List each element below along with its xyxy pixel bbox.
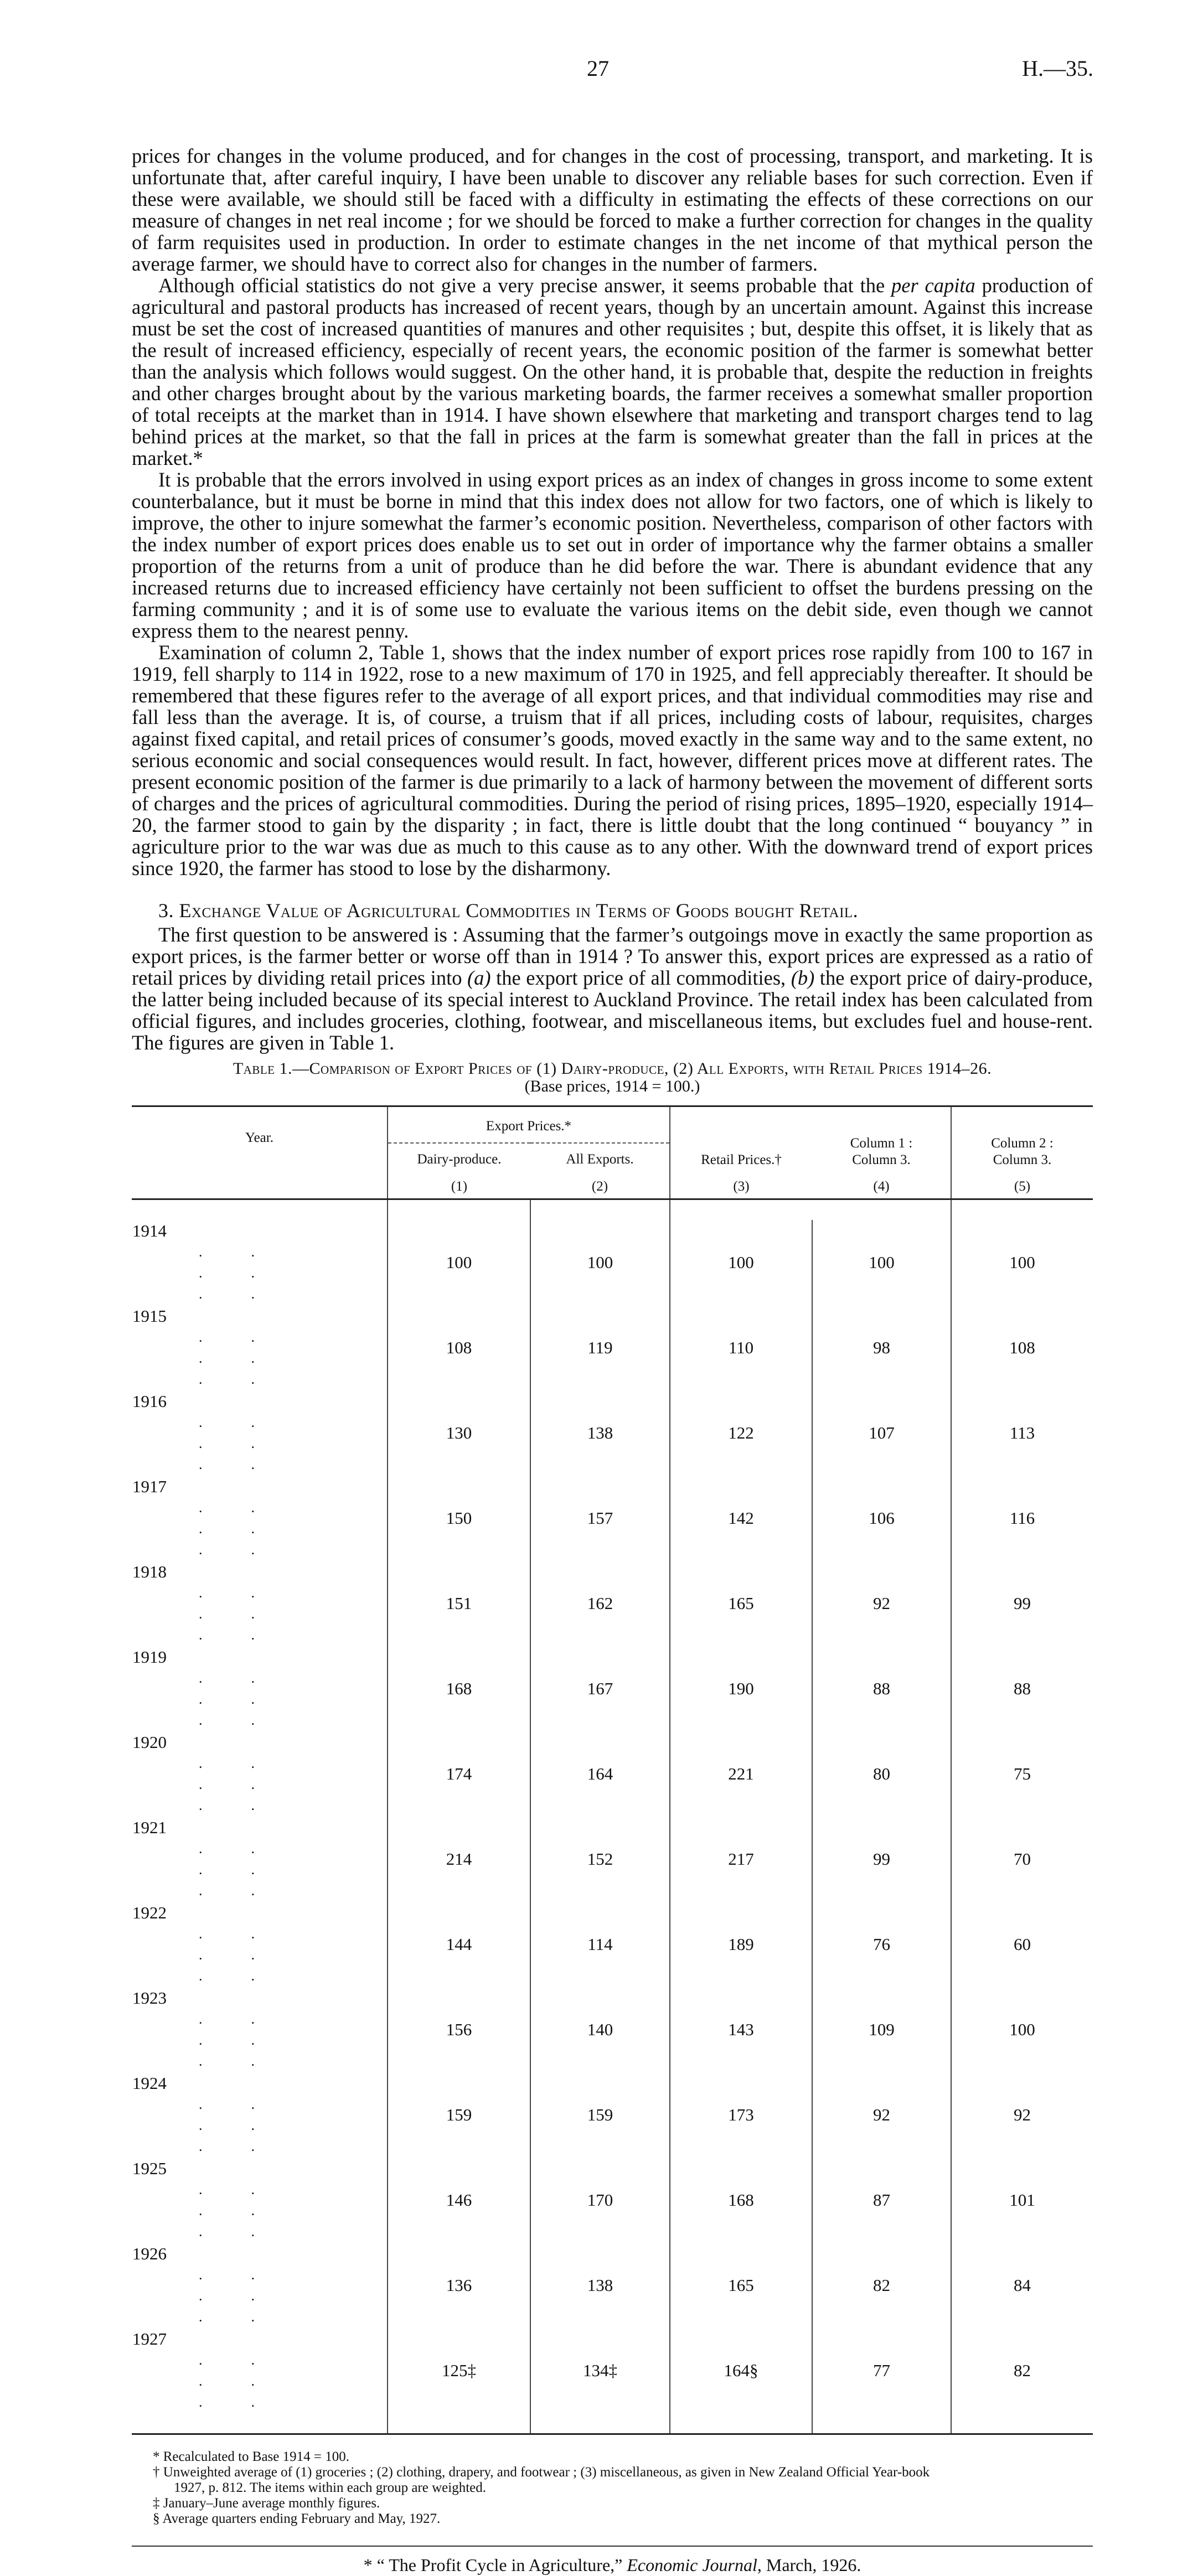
value-cell: 114 <box>530 1902 670 1987</box>
year-value: 1924 <box>132 2073 167 2093</box>
paragraph <box>132 145 1093 275</box>
column-group-export-prices: Export Prices.* <box>388 1107 670 1143</box>
value-cell: 157 <box>530 1476 670 1561</box>
year-value: 1920 <box>132 1732 167 1752</box>
document-reference: H.—35. <box>1022 56 1093 81</box>
text-run: the export price of dairy-produce, the latter being included because of its special interest to Auckland Province. The retail index has been calculated from official figures, and includes groceries, clothing, footwear, and miscellaneous items, but excludes fuel and house-rent. The figures are given in Table 1. <box>132 966 1093 1054</box>
table-row <box>132 1305 1093 1390</box>
value-cell: 174 <box>388 1731 530 1817</box>
dot-leader: .. .. .. <box>199 1244 303 1302</box>
dot-leader: .. .. .. <box>199 2267 303 2325</box>
year-value: 1927 <box>132 2329 167 2349</box>
year-value: 1926 <box>132 2244 167 2263</box>
value-cell: 165 <box>670 1561 812 1646</box>
value-cell: 87 <box>812 2158 951 2243</box>
year-value: 1915 <box>132 1306 167 1326</box>
value-cell: 106 <box>812 1476 951 1561</box>
value-cell: 100 <box>388 1220 530 1305</box>
paragraphs-section-3 <box>132 924 1093 1053</box>
year-cell <box>132 1902 388 1987</box>
value-cell: 92 <box>951 2072 1093 2158</box>
document-body <box>132 145 1093 2576</box>
value-cell: 75 <box>951 1731 1093 1817</box>
value-cell: 109 <box>812 1987 951 2072</box>
paragraph <box>132 275 1093 469</box>
value-cell: 116 <box>951 1476 1093 1561</box>
table-body <box>132 1220 1093 2413</box>
column-header-col4: Column 1 : Column 3. <box>850 1136 913 1167</box>
table-row <box>132 1731 1093 1817</box>
value-cell: 99 <box>812 1817 951 1902</box>
value-cell: 221 <box>670 1731 812 1817</box>
value-cell: 150 <box>388 1476 530 1561</box>
year-value: 1923 <box>132 1988 167 2008</box>
text-run: * “ The Profit Cycle in Agriculture,” <box>363 2555 627 2575</box>
dot-leader: .. .. .. <box>199 1755 303 1813</box>
italic-text: per capita <box>891 274 975 297</box>
dot-leader: .. .. .. <box>199 1414 303 1472</box>
footnote-divider <box>132 2546 1093 2547</box>
value-cell: 125‡ <box>388 2328 530 2413</box>
table-note: * Recalculated to Base 1914 = 100. <box>153 2449 349 2464</box>
paragraph <box>132 924 1093 1053</box>
table-row <box>132 1646 1093 1731</box>
table-note: ‡ January–June average monthly figures. <box>153 2496 380 2511</box>
page-header <box>0 55 1203 89</box>
dot-leader: .. .. .. <box>199 1329 303 1387</box>
year-cell <box>132 2243 388 2328</box>
value-cell: 70 <box>951 1817 1093 1902</box>
table-note: † Unweighted average of (1) groceries ; (2) clothing, drapery, and footwear ; (3) miscellaneous, as given in New Zealand Official Year-book <box>153 2465 930 2480</box>
year-value: 1922 <box>132 1903 167 1922</box>
dot-leader: .. .. .. <box>199 1585 303 1643</box>
value-cell: 167 <box>530 1646 670 1731</box>
value-cell: 164 <box>530 1731 670 1817</box>
year-cell <box>132 1987 388 2072</box>
value-cell: 80 <box>812 1731 951 1817</box>
value-cell: 168 <box>388 1646 530 1731</box>
value-cell: 138 <box>530 1390 670 1476</box>
dot-leader: .. .. .. <box>199 1670 303 1728</box>
value-cell: 108 <box>388 1305 530 1390</box>
paragraphs <box>132 145 1093 879</box>
column-header-dairy: Dairy-produce. <box>388 1143 530 1168</box>
value-cell: 136 <box>388 2243 530 2328</box>
table-row <box>132 1390 1093 1476</box>
value-cell: 159 <box>388 2072 530 2158</box>
dot-leader: .. .. .. <box>199 1499 303 1558</box>
year-value: 1917 <box>132 1477 167 1496</box>
value-cell: 217 <box>670 1817 812 1902</box>
value-cell: 168 <box>670 2158 812 2243</box>
text-run: The first question to be answered is : Assuming that the farmer’s outgoings move in exactly the same proportion as export prices, is the farmer better or worse off than in 1914 ? To answer this, export prices are expressed as a ratio of retail prices by dividing retail prices into <box>132 923 1093 989</box>
value-cell: 144 <box>388 1902 530 1987</box>
value-cell: 76 <box>812 1902 951 1987</box>
value-cell: 84 <box>951 2243 1093 2328</box>
value-cell: 162 <box>530 1561 670 1646</box>
table-row <box>132 2072 1093 2158</box>
value-cell: 98 <box>812 1305 951 1390</box>
column-number-4: (4) <box>873 1179 890 1194</box>
value-cell: 134‡ <box>530 2328 670 2413</box>
value-cell: 100 <box>951 1987 1093 2072</box>
year-cell <box>132 1646 388 1731</box>
year-value: 1914 <box>132 1221 167 1240</box>
text-run: Although official statistics do not give a very precise answer, it seems probable that the <box>158 274 892 297</box>
value-cell: 140 <box>530 1987 670 2072</box>
dot-leader: .. .. .. <box>199 2011 303 2069</box>
value-cell: 138 <box>530 2243 670 2328</box>
year-cell <box>132 2072 388 2158</box>
table-row <box>132 1902 1093 1987</box>
year-cell <box>132 1390 388 1476</box>
table-subcaption: (Base prices, 1914 = 100.) <box>524 1077 700 1095</box>
text-run: , March, 1926. <box>757 2555 861 2575</box>
table-row <box>132 1220 1093 1305</box>
column-number-3: (3) <box>670 1168 812 1199</box>
text-run: production of agricultural and pastoral products has increased of recent years, though by an uncertain amount. Against this increase must be set the cost of increased quantities of manures and other requisites ; but, despite this offset, it is likely that as the result of increased efficiency, especially of recent years, the economic position of the farmer is somewhat better than the analysis which follows would suggest. On the other hand, it is probable that, despite the reduction in freights and other charges brought about by the various marketing boards, the farmer receives a somewhat smaller proportion of total receipts at the market than in 1914. I have shown elsewhere that marketing and transport charges tend to lag behind prices at the market, so that the fall in prices at the farm is somewhat greater than the fall in prices at the market.* <box>132 274 1093 469</box>
dot-leader: .. .. .. <box>199 1926 303 1984</box>
value-cell: 214 <box>388 1817 530 1902</box>
value-cell: 165 <box>670 2243 812 2328</box>
value-cell: 122 <box>670 1390 812 1476</box>
page-number: 27 <box>587 56 609 81</box>
value-cell: 164§ <box>670 2328 812 2413</box>
year-cell <box>132 1476 388 1561</box>
value-cell: 143 <box>670 1987 812 2072</box>
column-header-all-exports: All Exports. <box>566 1152 634 1167</box>
footnote-citation <box>132 2554 1093 2576</box>
value-cell: 110 <box>670 1305 812 1390</box>
year-value: 1916 <box>132 1392 167 1411</box>
value-cell: 107 <box>812 1390 951 1476</box>
italic-text: (a) <box>467 966 491 989</box>
text-run: Examination of column 2, Table 1, shows that the index number of export prices rose rapidly from 100 to 167 in 1919, fell sharply to 114 in 1922, rose to a new maximum of 170 in 1925, and fell appreciably thereafter. It should be remembered that these figures refer to the average of all export prices, and that individual commodities may rise and fall less than the average. It is, of course, a truism that if all prices, including costs of labour, requisites, charges against fixed capital, and retail prices of consumer’s goods, moved exactly in the same way and to the same extent, no serious economic and social consequences would result. In fact, however, different prices move at different rates. The present economic position of the farmer is due primarily to a lack of harmony between the movement of different sorts of charges and the prices of agricultural commodities. During the period of rising prices, 1895–1920, especially 1914–20, the farmer stood to gain by the disparity ; in fact, there is little doubt that the long continued “ bouyancy ” in agriculture prior to the war was due as much to this cause as to any other. With the downward trend of export prices since 1920, the farmer has stood to lose by the disharmony. <box>132 641 1093 880</box>
year-cell <box>132 1220 388 1305</box>
year-cell <box>132 2328 388 2413</box>
table-note: § Average quarters ending February and May, 1927. <box>153 2511 441 2526</box>
table-row <box>132 2243 1093 2328</box>
table-row <box>132 1987 1093 2072</box>
column-header-col5: Column 2 : Column 3. <box>951 1107 1093 1168</box>
value-cell: 100 <box>530 1220 670 1305</box>
paragraph <box>132 642 1093 879</box>
column-header-retail: Retail Prices.† <box>670 1107 812 1168</box>
year-cell <box>132 1561 388 1646</box>
text-run: the export price of all commodities, <box>491 966 791 989</box>
value-cell: 146 <box>388 2158 530 2243</box>
table-export-retail-prices <box>132 1105 1093 2435</box>
value-cell: 113 <box>951 1390 1093 1476</box>
table-note: 1927, p. 812. The items within each group are weighted. <box>174 2480 486 2495</box>
column-number-2: (2) <box>591 1179 608 1194</box>
year-value: 1919 <box>132 1647 167 1667</box>
value-cell: 170 <box>530 2158 670 2243</box>
italic-text: Economic Journal <box>627 2555 757 2575</box>
value-cell: 101 <box>951 2158 1093 2243</box>
column-number-5: (5) <box>951 1168 1093 1199</box>
year-cell <box>132 1731 388 1817</box>
value-cell: 108 <box>951 1305 1093 1390</box>
year-cell <box>132 1305 388 1390</box>
text-run: prices for changes in the volume produced, and for changes in the cost of processing, transport, and marketing. It is unfortunate that, after careful inquiry, I have been unable to discover any reliable bases for such correction. Even if these were available, we should still be faced with a difficulty in estimating the effects of these corrections on our measure of changes in net real income ; for we should be forced to make a further correction for changes in the quality of farm requisites used in production. In order to estimate changes in the net income of that mythical person the average farmer, we should have to correct also for changes in the number of farmers. <box>132 144 1093 275</box>
value-cell: 88 <box>812 1646 951 1731</box>
value-cell: 173 <box>670 2072 812 2158</box>
year-value: 1925 <box>132 2159 167 2178</box>
value-cell: 60 <box>951 1902 1093 1987</box>
value-cell: 100 <box>670 1220 812 1305</box>
dot-leader: .. .. .. <box>199 2096 303 2154</box>
value-cell: 82 <box>812 2243 951 2328</box>
year-value: 1921 <box>132 1818 167 1837</box>
table-notes <box>132 2449 1093 2527</box>
value-cell: 151 <box>388 1561 530 1646</box>
value-cell: 156 <box>388 1987 530 2072</box>
dot-leader: .. .. .. <box>199 1840 303 1899</box>
value-cell: 152 <box>530 1817 670 1902</box>
section-heading: 3. Exchange Value of Agricultural Commodities in Terms of Goods bought Retail. <box>158 899 859 922</box>
value-cell: 119 <box>530 1305 670 1390</box>
value-cell: 159 <box>530 2072 670 2158</box>
dot-leader: .. .. .. <box>199 2352 303 2410</box>
table-row <box>132 2328 1093 2413</box>
value-cell: 77 <box>812 2328 951 2413</box>
dot-leader: .. .. .. <box>199 2181 303 2239</box>
table-row <box>132 1561 1093 1646</box>
year-value: 1918 <box>132 1562 167 1581</box>
value-cell: 82 <box>951 2328 1093 2413</box>
value-cell: 130 <box>388 1390 530 1476</box>
table-caption: Table 1.—Comparison of Export Prices of (1) Dairy-produce, (2) All Exports, with Retail Prices 1914–26. <box>233 1059 992 1078</box>
column-number-1: (1) <box>388 1168 530 1199</box>
text-run: It is probable that the errors involved in using export prices as an index of changes in gross income to some extent counterbalance, but it must be borne in mind that this index does not allow for two factors, one of which is likely to improve, the other to injure somewhat the farmer’s economic position. Nevertheless, comparison of other factors with the index number of export prices does enable us to set out in order of importance why the farmer obtains a smaller proportion of the returns from a unit of produce than he did before the war. There is abundant evidence that any increased returns due to increased efficiency have certainly not been sufficient to offset the burdens pressing on the farming community ; and it is of some use to evaluate the various items on the debit side, even though we cannot express them to the nearest penny. <box>132 468 1093 642</box>
value-cell: 189 <box>670 1902 812 1987</box>
value-cell: 190 <box>670 1646 812 1731</box>
paragraph <box>132 469 1093 642</box>
value-cell: 92 <box>812 2072 951 2158</box>
table-row <box>132 1476 1093 1561</box>
value-cell: 99 <box>951 1561 1093 1646</box>
table-row <box>132 2158 1093 2243</box>
table-row <box>132 1817 1093 1902</box>
year-cell <box>132 2158 388 2243</box>
value-cell: 88 <box>951 1646 1093 1731</box>
value-cell: 100 <box>812 1220 951 1305</box>
value-cell: 92 <box>812 1561 951 1646</box>
value-cell: 142 <box>670 1476 812 1561</box>
italic-text: (b) <box>791 966 815 989</box>
column-header-year: Year. <box>245 1130 273 1145</box>
value-cell: 100 <box>951 1220 1093 1305</box>
year-cell <box>132 1817 388 1902</box>
